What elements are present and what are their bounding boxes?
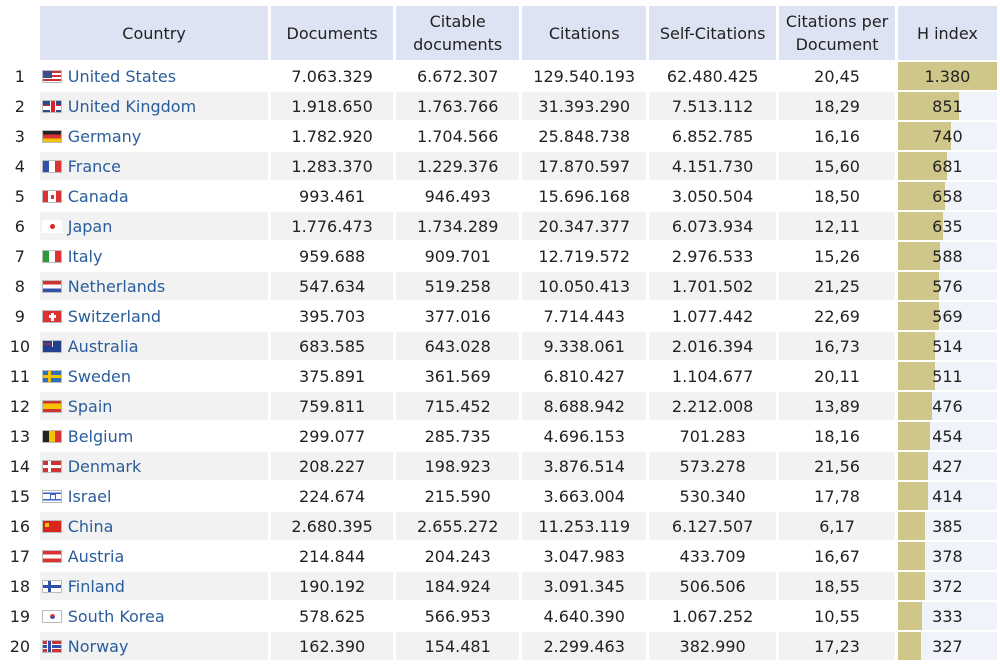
h-index-cell bbox=[898, 482, 997, 510]
rank-cell: 16 bbox=[3, 512, 37, 540]
country-link[interactable]: Netherlands bbox=[67, 276, 166, 296]
country-cell bbox=[40, 182, 269, 210]
flag-gb-icon bbox=[42, 100, 62, 113]
citable-documents-cell: 215.590 bbox=[396, 482, 519, 510]
h-index-cell bbox=[898, 452, 997, 480]
documents-cell: 190.192 bbox=[271, 572, 393, 600]
h-index-cell bbox=[898, 302, 997, 330]
citations-cell: 4.640.390 bbox=[522, 602, 646, 630]
citations-cell: 3.047.983 bbox=[522, 542, 646, 570]
rank-cell: 8 bbox=[3, 272, 37, 300]
flag-nl-icon bbox=[42, 280, 62, 293]
citations-per-document-cell: 17,23 bbox=[779, 632, 895, 660]
self-citations-cell: 530.340 bbox=[649, 482, 776, 510]
h-index-value: 576 bbox=[932, 276, 963, 296]
h-index-value: 378 bbox=[932, 546, 963, 566]
h-index-value: 476 bbox=[932, 396, 963, 416]
citations-cell: 15.696.168 bbox=[522, 182, 646, 210]
citations-per-document-cell: 15,60 bbox=[779, 152, 895, 180]
country-link[interactable]: Denmark bbox=[67, 456, 142, 476]
flag-se-icon bbox=[42, 370, 62, 383]
self-citations-cell: 1.104.677 bbox=[649, 362, 776, 390]
rank-cell: 1 bbox=[3, 62, 37, 90]
citations-per-document-cell: 18,29 bbox=[779, 92, 895, 120]
documents-cell: 214.844 bbox=[271, 542, 393, 570]
citations-per-document-cell: 6,17 bbox=[779, 512, 895, 540]
country-cell bbox=[40, 632, 269, 660]
documents-cell: 959.688 bbox=[271, 242, 393, 270]
country-link[interactable]: Norway bbox=[67, 636, 129, 656]
citations-cell: 3.091.345 bbox=[522, 572, 646, 600]
country-cell bbox=[40, 542, 269, 570]
country-cell bbox=[40, 62, 269, 90]
table-row bbox=[3, 602, 997, 630]
citations-per-document-cell: 21,56 bbox=[779, 452, 895, 480]
table-row bbox=[3, 572, 997, 600]
h-index-cell bbox=[898, 272, 997, 300]
citable-documents-cell: 715.452 bbox=[396, 392, 519, 420]
country-cell bbox=[40, 152, 269, 180]
citations-cell: 17.870.597 bbox=[522, 152, 646, 180]
citable-documents-cell: 643.028 bbox=[396, 332, 519, 360]
country-cell bbox=[40, 212, 269, 240]
citations-cell: 12.719.572 bbox=[522, 242, 646, 270]
self-citations-cell: 2.212.008 bbox=[649, 392, 776, 420]
documents-cell: 208.227 bbox=[271, 452, 393, 480]
h-index-cell bbox=[898, 632, 997, 660]
citable-documents-cell: 909.701 bbox=[396, 242, 519, 270]
citations-cell: 2.299.463 bbox=[522, 632, 646, 660]
country-link[interactable]: China bbox=[67, 516, 114, 536]
rank-cell: 14 bbox=[3, 452, 37, 480]
citations-per-document-cell: 22,69 bbox=[779, 302, 895, 330]
h-index-value: 1.380 bbox=[924, 66, 971, 86]
country-link[interactable]: Spain bbox=[67, 396, 113, 416]
table-row bbox=[3, 92, 997, 120]
h-index-cell bbox=[898, 242, 997, 270]
country-cell bbox=[40, 272, 269, 300]
h-index-cell bbox=[898, 512, 997, 540]
flag-it-icon bbox=[42, 250, 62, 263]
h-index-value: 454 bbox=[932, 426, 963, 446]
self-citations-cell: 6.852.785 bbox=[649, 122, 776, 150]
citations-cell: 3.663.004 bbox=[522, 482, 646, 510]
citations-cell: 3.876.514 bbox=[522, 452, 646, 480]
h-index-value: 635 bbox=[932, 216, 963, 236]
h-index-cell bbox=[898, 62, 997, 90]
citations-per-document-cell: 18,55 bbox=[779, 572, 895, 600]
country-link[interactable]: France bbox=[67, 156, 121, 176]
citable-documents-cell: 154.481 bbox=[396, 632, 519, 660]
rank-cell: 15 bbox=[3, 482, 37, 510]
self-citations-cell: 3.050.504 bbox=[649, 182, 776, 210]
self-citations-cell: 7.513.112 bbox=[649, 92, 776, 120]
documents-cell: 759.811 bbox=[271, 392, 393, 420]
table-row bbox=[3, 392, 997, 420]
citations-per-document-cell: 16,67 bbox=[779, 542, 895, 570]
table-row bbox=[3, 452, 997, 480]
citations-cell: 31.393.290 bbox=[522, 92, 646, 120]
flag-at-icon bbox=[42, 550, 62, 563]
citable-documents-cell: 566.953 bbox=[396, 602, 519, 630]
citations-cell: 7.714.443 bbox=[522, 302, 646, 330]
flag-jp-icon bbox=[42, 220, 62, 233]
country-ranking-table bbox=[0, 4, 1000, 662]
self-citations-cell: 4.151.730 bbox=[649, 152, 776, 180]
documents-cell: 1.776.473 bbox=[271, 212, 393, 240]
h-index-cell bbox=[898, 332, 997, 360]
self-citations-cell: 1.701.502 bbox=[649, 272, 776, 300]
table-row bbox=[3, 302, 997, 330]
h-index-value: 569 bbox=[932, 306, 963, 326]
rank-cell: 18 bbox=[3, 572, 37, 600]
self-citations-cell: 6.073.934 bbox=[649, 212, 776, 240]
documents-cell: 7.063.329 bbox=[271, 62, 393, 90]
rank-cell: 6 bbox=[3, 212, 37, 240]
table-header-row bbox=[3, 6, 997, 60]
documents-cell: 1.918.650 bbox=[271, 92, 393, 120]
country-link[interactable]: Austria bbox=[67, 546, 125, 566]
country-cell bbox=[40, 482, 269, 510]
table-row bbox=[3, 512, 997, 540]
citable-documents-cell: 946.493 bbox=[396, 182, 519, 210]
country-cell bbox=[40, 392, 269, 420]
citable-documents-cell: 198.923 bbox=[396, 452, 519, 480]
table-row bbox=[3, 362, 997, 390]
documents-cell: 224.674 bbox=[271, 482, 393, 510]
flag-cn-icon bbox=[42, 520, 62, 533]
table-row bbox=[3, 632, 997, 660]
country-link[interactable]: United States bbox=[67, 66, 177, 86]
citations-cell: 25.848.738 bbox=[522, 122, 646, 150]
documents-cell: 683.585 bbox=[271, 332, 393, 360]
documents-cell: 2.680.395 bbox=[271, 512, 393, 540]
citable-documents-cell: 377.016 bbox=[396, 302, 519, 330]
citations-cell: 9.338.061 bbox=[522, 332, 646, 360]
self-citations-cell: 2.016.394 bbox=[649, 332, 776, 360]
rank-cell: 9 bbox=[3, 302, 37, 330]
rank-cell: 13 bbox=[3, 422, 37, 450]
citations-per-document-cell: 20,45 bbox=[779, 62, 895, 90]
country-link[interactable]: Canada bbox=[67, 186, 129, 206]
h-index-value: 514 bbox=[932, 336, 963, 356]
citations-per-document-cell: 16,73 bbox=[779, 332, 895, 360]
flag-no-icon bbox=[42, 640, 62, 653]
country-cell bbox=[40, 92, 269, 120]
table-row bbox=[3, 272, 997, 300]
self-citations-cell: 506.506 bbox=[649, 572, 776, 600]
rank-cell: 10 bbox=[3, 332, 37, 360]
country-link[interactable]: South Korea bbox=[67, 606, 165, 626]
documents-cell: 578.625 bbox=[271, 602, 393, 630]
flag-es-icon bbox=[42, 400, 62, 413]
h-index-cell bbox=[898, 152, 997, 180]
rank-cell: 19 bbox=[3, 602, 37, 630]
self-citations-cell: 433.709 bbox=[649, 542, 776, 570]
col-header-citable-documents[interactable]: Citable documents bbox=[396, 6, 519, 60]
citations-per-document-cell: 18,16 bbox=[779, 422, 895, 450]
h-index-value: 333 bbox=[932, 606, 963, 626]
rank-cell: 12 bbox=[3, 392, 37, 420]
h-index-value: 427 bbox=[932, 456, 963, 476]
citable-documents-cell: 1.704.566 bbox=[396, 122, 519, 150]
country-cell bbox=[40, 332, 269, 360]
col-header-citations[interactable]: Citations bbox=[522, 6, 646, 60]
h-index-cell bbox=[898, 392, 997, 420]
flag-be-icon bbox=[42, 430, 62, 443]
rank-cell: 4 bbox=[3, 152, 37, 180]
country-link[interactable]: Australia bbox=[67, 336, 139, 356]
rank-cell: 7 bbox=[3, 242, 37, 270]
citable-documents-cell: 1.734.289 bbox=[396, 212, 519, 240]
self-citations-cell: 6.127.507 bbox=[649, 512, 776, 540]
table-row bbox=[3, 242, 997, 270]
documents-cell: 1.283.370 bbox=[271, 152, 393, 180]
flag-us-icon bbox=[42, 70, 62, 83]
col-header-citations-per-document[interactable]: Citations per Document bbox=[779, 6, 895, 60]
citable-documents-cell: 1.763.766 bbox=[396, 92, 519, 120]
h-index-cell bbox=[898, 92, 997, 120]
citable-documents-cell: 184.924 bbox=[396, 572, 519, 600]
col-header-rank bbox=[3, 6, 37, 60]
citations-per-document-cell: 21,25 bbox=[779, 272, 895, 300]
documents-cell: 375.891 bbox=[271, 362, 393, 390]
self-citations-cell: 382.990 bbox=[649, 632, 776, 660]
table-row bbox=[3, 332, 997, 360]
country-cell bbox=[40, 302, 269, 330]
citable-documents-cell: 285.735 bbox=[396, 422, 519, 450]
table-row bbox=[3, 422, 997, 450]
country-cell bbox=[40, 122, 269, 150]
documents-cell: 547.634 bbox=[271, 272, 393, 300]
table-row bbox=[3, 152, 997, 180]
flag-kr-icon bbox=[42, 610, 62, 623]
h-index-value: 658 bbox=[932, 186, 963, 206]
flag-fr-icon bbox=[42, 160, 62, 173]
h-index-cell bbox=[898, 362, 997, 390]
citable-documents-cell: 204.243 bbox=[396, 542, 519, 570]
table-row bbox=[3, 122, 997, 150]
country-cell bbox=[40, 512, 269, 540]
rank-cell: 11 bbox=[3, 362, 37, 390]
h-index-cell bbox=[898, 122, 997, 150]
documents-cell: 1.782.920 bbox=[271, 122, 393, 150]
col-header-country[interactable]: Country bbox=[40, 6, 269, 60]
table-row bbox=[3, 182, 997, 210]
citable-documents-cell: 519.258 bbox=[396, 272, 519, 300]
country-link[interactable]: Italy bbox=[67, 246, 103, 266]
col-header-self-citations[interactable]: Self-Citations bbox=[649, 6, 776, 60]
country-link[interactable]: Belgium bbox=[67, 426, 134, 446]
h-index-value: 740 bbox=[932, 126, 963, 146]
self-citations-cell: 2.976.533 bbox=[649, 242, 776, 270]
flag-fi-icon bbox=[42, 580, 62, 593]
country-link[interactable]: United Kingdom bbox=[67, 96, 197, 116]
table-row bbox=[3, 62, 997, 90]
col-header-h-index[interactable]: H index bbox=[898, 6, 997, 60]
citable-documents-cell: 2.655.272 bbox=[396, 512, 519, 540]
citations-cell: 129.540.193 bbox=[522, 62, 646, 90]
flag-il-icon bbox=[42, 490, 62, 503]
citations-per-document-cell: 18,50 bbox=[779, 182, 895, 210]
h-index-value: 851 bbox=[932, 96, 963, 116]
h-index-cell bbox=[898, 572, 997, 600]
documents-cell: 299.077 bbox=[271, 422, 393, 450]
citable-documents-cell: 361.569 bbox=[396, 362, 519, 390]
flag-de-icon bbox=[42, 130, 62, 143]
country-cell bbox=[40, 422, 269, 450]
rank-cell: 17 bbox=[3, 542, 37, 570]
citations-cell: 10.050.413 bbox=[522, 272, 646, 300]
h-index-value: 385 bbox=[932, 516, 963, 536]
country-cell bbox=[40, 572, 269, 600]
documents-cell: 993.461 bbox=[271, 182, 393, 210]
h-index-value: 327 bbox=[932, 636, 963, 656]
citations-per-document-cell: 15,26 bbox=[779, 242, 895, 270]
h-index-cell bbox=[898, 212, 997, 240]
citations-per-document-cell: 13,89 bbox=[779, 392, 895, 420]
self-citations-cell: 1.077.442 bbox=[649, 302, 776, 330]
citations-cell: 11.253.119 bbox=[522, 512, 646, 540]
h-index-cell bbox=[898, 542, 997, 570]
table-row bbox=[3, 482, 997, 510]
rank-cell: 2 bbox=[3, 92, 37, 120]
table-row bbox=[3, 542, 997, 570]
self-citations-cell: 1.067.252 bbox=[649, 602, 776, 630]
h-index-value: 414 bbox=[932, 486, 963, 506]
country-link[interactable]: Switzerland bbox=[67, 306, 162, 326]
country-link[interactable]: Japan bbox=[67, 216, 113, 236]
citations-per-document-cell: 12,11 bbox=[779, 212, 895, 240]
country-cell bbox=[40, 242, 269, 270]
citations-per-document-cell: 16,16 bbox=[779, 122, 895, 150]
citations-cell: 4.696.153 bbox=[522, 422, 646, 450]
country-cell bbox=[40, 452, 269, 480]
rank-cell: 3 bbox=[3, 122, 37, 150]
h-index-value: 588 bbox=[932, 246, 963, 266]
table-body bbox=[3, 62, 997, 660]
flag-ca-icon bbox=[42, 190, 62, 203]
citations-per-document-cell: 20,11 bbox=[779, 362, 895, 390]
citable-documents-cell: 6.672.307 bbox=[396, 62, 519, 90]
country-link[interactable]: Israel bbox=[67, 486, 112, 506]
h-index-cell bbox=[898, 602, 997, 630]
flag-au-icon bbox=[42, 340, 62, 353]
country-link[interactable]: Finland bbox=[67, 576, 125, 596]
documents-cell: 162.390 bbox=[271, 632, 393, 660]
rank-cell: 20 bbox=[3, 632, 37, 660]
rank-cell: 5 bbox=[3, 182, 37, 210]
citations-cell: 20.347.377 bbox=[522, 212, 646, 240]
h-index-value: 681 bbox=[932, 156, 963, 176]
citations-cell: 8.688.942 bbox=[522, 392, 646, 420]
country-cell bbox=[40, 602, 269, 630]
self-citations-cell: 701.283 bbox=[649, 422, 776, 450]
citations-cell: 6.810.427 bbox=[522, 362, 646, 390]
col-header-documents[interactable]: Documents bbox=[271, 6, 393, 60]
table-row bbox=[3, 212, 997, 240]
citations-per-document-cell: 17,78 bbox=[779, 482, 895, 510]
h-index-value: 511 bbox=[932, 366, 963, 386]
h-index-value: 372 bbox=[932, 576, 963, 596]
self-citations-cell: 62.480.425 bbox=[649, 62, 776, 90]
citations-per-document-cell: 10,55 bbox=[779, 602, 895, 630]
h-index-cell bbox=[898, 422, 997, 450]
h-index-cell bbox=[898, 182, 997, 210]
flag-ch-icon bbox=[42, 310, 62, 323]
self-citations-cell: 573.278 bbox=[649, 452, 776, 480]
country-cell bbox=[40, 362, 269, 390]
flag-dk-icon bbox=[42, 460, 62, 473]
country-link[interactable]: Sweden bbox=[67, 366, 131, 386]
country-link[interactable]: Germany bbox=[67, 126, 142, 146]
citable-documents-cell: 1.229.376 bbox=[396, 152, 519, 180]
documents-cell: 395.703 bbox=[271, 302, 393, 330]
